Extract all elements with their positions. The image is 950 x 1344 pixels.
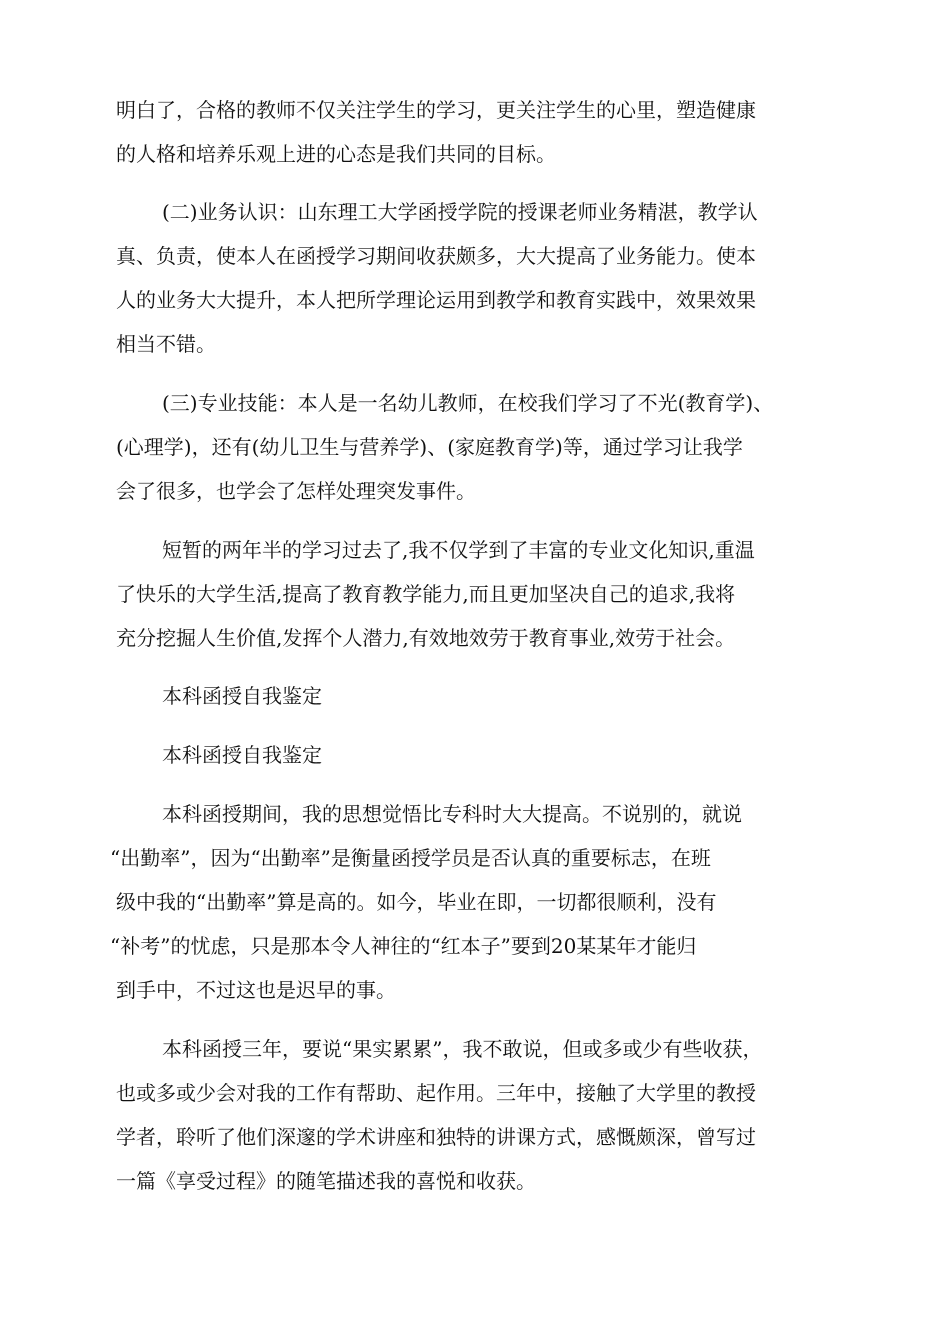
text-line: 了快乐的大学生活,提高了教育教学能力,而且更加坚决自己的追求,我将	[116, 582, 736, 606]
text-line: (二)业务认识：山东理工大学函授学院的授课老师业务精湛，教学认	[162, 200, 758, 224]
text-line: 充分挖掘人生价值,发挥个人潜力,有效地效劳于教育事业,效劳于社会。	[116, 626, 736, 650]
text-line: “出勤率”，因为“出勤率”是衡量函授学员是否认真的重要标志，在班	[110, 846, 711, 870]
text-line: 一篇《享受过程》的随笔描述我的喜悦和收获。	[116, 1169, 536, 1193]
text-line: 也或多或少会对我的工作有帮助、起作用。三年中，接触了大学里的教授	[116, 1081, 756, 1105]
text-line: 到手中，不过这也是迟早的事。	[116, 978, 396, 1002]
text-line: 明白了，合格的教师不仅关注学生的学习，更关注学生的心里，塑造健康	[116, 98, 756, 122]
text-line: 学者，聆听了他们深邃的学术讲座和独特的讲课方式，感慨颇深，曾写过	[116, 1125, 756, 1149]
text-line: (三)专业技能：本人是一名幼儿教师，在校我们学习了不光(教育学)、	[162, 391, 774, 415]
text-line: 的人格和培养乐观上进的心态是我们共同的目标。	[116, 142, 556, 166]
section-heading: 本科函授自我鉴定	[162, 743, 322, 767]
text-line: 级中我的“出勤率”算是高的。如今，毕业在即，一切都很顺利，没有	[116, 890, 717, 914]
section-heading: 本科函授自我鉴定	[162, 684, 322, 708]
text-line: 会了很多，也学会了怎样处理突发事件。	[116, 479, 476, 503]
text-line: 本科函授三年，要说“果实累累”，我不敢说，但或多或少有些收获，	[162, 1037, 763, 1061]
text-line: 人的业务大大提升，本人把所学理论运用到教学和教育实践中，效果效果	[116, 288, 756, 312]
text-line: (心理学)，还有(幼儿卫生与营养学)、(家庭教育学)等，通过学习让我学	[116, 435, 743, 459]
text-line: 本科函授期间，我的思想觉悟比专科时大大提高。不说别的，就说	[162, 802, 742, 826]
text-line: 短暂的两年半的学习过去了,我不仅学到了丰富的专业文化知识,重温	[162, 538, 755, 562]
text-line: 真、负责，使本人在函授学习期间收获颇多，大大提高了业务能力。使本	[116, 244, 756, 268]
text-line: “补考”的忧虑，只是那本令人神往的“红本子”要到20某某年才能归	[110, 934, 697, 958]
text-line: 相当不错。	[116, 332, 216, 356]
